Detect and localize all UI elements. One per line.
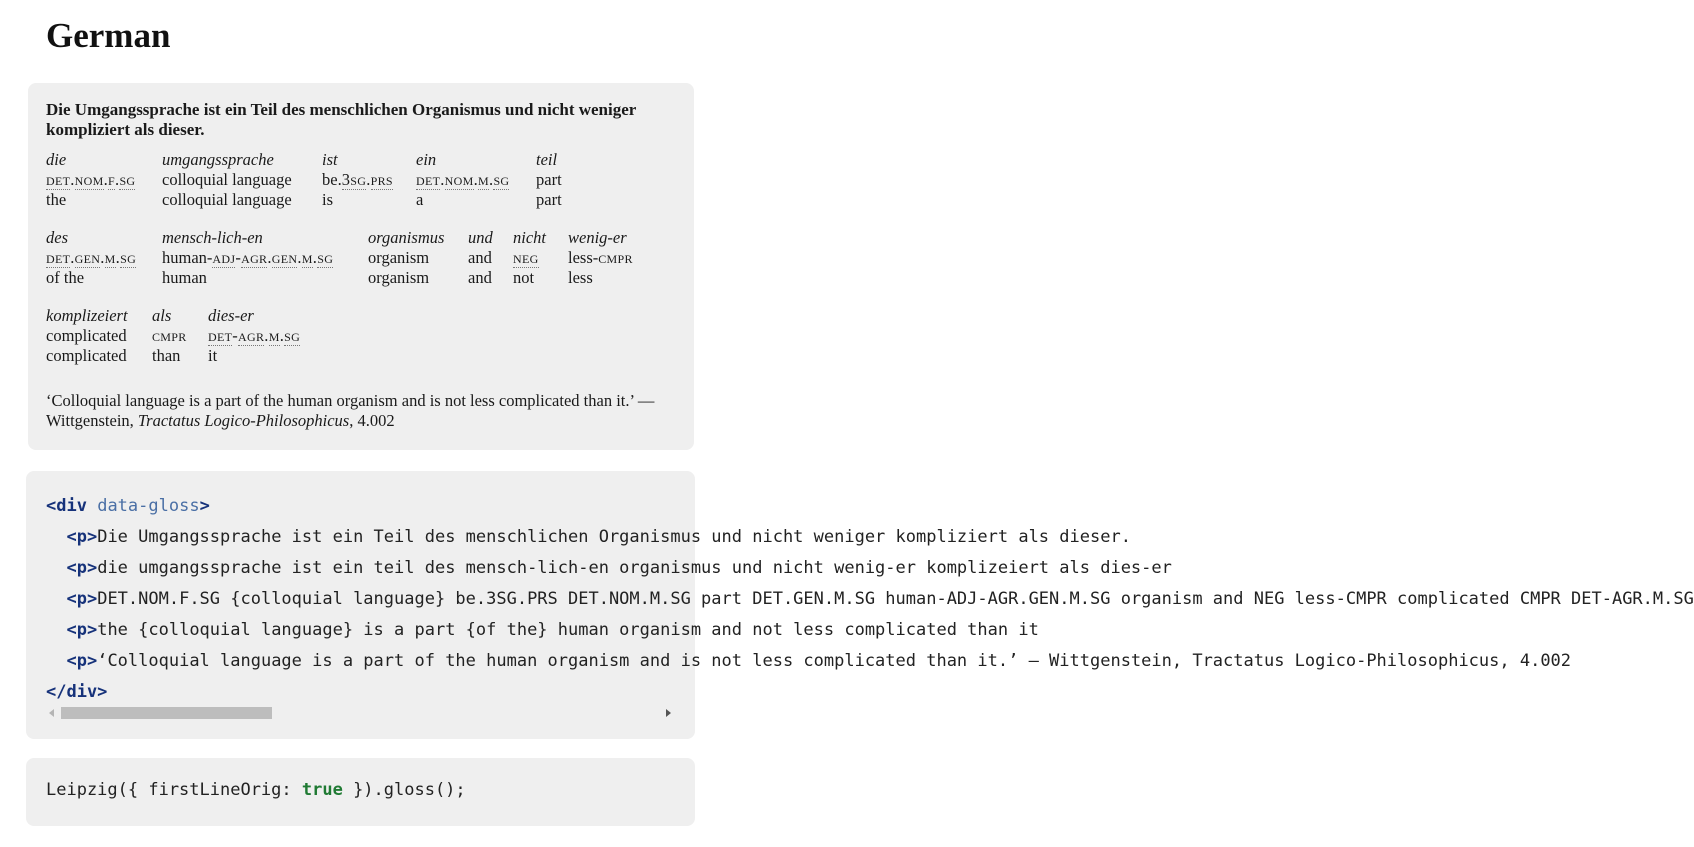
code-block-html[interactable] — [26, 471, 1694, 739]
free-translation: ‘Colloquial language is a part of the human organism and is not less complicated than it.’ — Wittgenstein, Tractatus Logico-Philosophicus, 4.002 — [46, 391, 655, 430]
gloss-text: part — [536, 170, 562, 189]
gloss-translation-word: the — [46, 190, 67, 209]
gloss-text: . — [297, 248, 302, 267]
gloss-morpheme-line — [152, 326, 187, 346]
scroll-right-arrow-icon[interactable] — [666, 709, 671, 717]
gloss-word: ist — [322, 150, 338, 169]
code-block-js — [26, 758, 695, 826]
gloss-translation-word: than — [152, 346, 181, 365]
gloss-translation-word: and — [468, 268, 492, 287]
code-line — [46, 522, 1131, 553]
code-text: the {colloquial language} is a part {of the} human organism and not less complicated than it — [97, 620, 1039, 640]
gloss-text: . — [115, 248, 121, 267]
gloss-word: des — [46, 228, 68, 247]
gloss-morpheme-line — [46, 170, 135, 190]
html-tag: <p> — [66, 558, 98, 578]
code-line — [46, 615, 1039, 646]
code-text: DET.NOM.F.SG {colloquial language} be.3SG.PRS DET.NOM.M.SG part DET.GEN.M.SG human-ADJ-AGR.GEN.M.SG organism and NEG less-CMPR complicated CMPR DET-AGR.M.SG — [97, 589, 1694, 609]
gloss-translation-word: not — [513, 268, 535, 287]
gloss-abbreviation: sg — [120, 248, 137, 267]
gloss-abbreviation: det — [208, 326, 233, 345]
gloss-abbreviation: m — [104, 248, 116, 267]
gloss-abbreviation: nom — [444, 170, 474, 189]
gloss-translation-word: it — [208, 346, 218, 365]
gloss-morpheme-line — [46, 326, 127, 346]
gloss-text: be. — [322, 170, 342, 189]
scrollbar-thumb[interactable] — [61, 707, 272, 719]
gloss-text: . — [264, 326, 269, 345]
code-text: die umgangssprache ist ein teil des mensch-lich-en organismus und nicht wenig-er komplizeiert als dies-er — [97, 558, 1172, 578]
gloss-abbreviation: neg — [513, 248, 539, 267]
gloss-text: cmpr — [152, 326, 187, 345]
gloss-morpheme-line — [536, 170, 562, 190]
gloss-word: organismus — [368, 228, 445, 247]
code-line — [46, 553, 1172, 584]
gloss-text: . — [279, 326, 285, 345]
gloss-abbreviation: sg — [317, 248, 334, 267]
code-line — [46, 646, 1572, 677]
gloss-translation-word: complicated — [46, 346, 127, 365]
gloss-morpheme-line — [162, 248, 333, 268]
html-tag: <p> — [66, 589, 98, 609]
code-line — [46, 584, 1694, 615]
gloss-abbreviation: sg — [284, 326, 301, 345]
gloss-word: ein — [416, 150, 437, 169]
code-content — [46, 491, 1694, 702]
work-title: Tractatus Logico-Philosophicus — [137, 411, 350, 430]
gloss-text: . — [115, 170, 120, 189]
gloss-text: - — [235, 248, 242, 267]
gloss-abbreviation: nom — [74, 170, 104, 189]
gloss-abbreviation: sg — [493, 170, 510, 189]
html-tag: <div — [46, 496, 87, 516]
gloss-translation-word: less — [568, 268, 593, 287]
gloss-abbreviation: gen — [271, 248, 298, 267]
gloss-translation-word: of the — [46, 268, 85, 287]
gloss-text: . — [473, 170, 479, 189]
html-tag: </div> — [46, 682, 108, 702]
gloss-text: . — [489, 170, 494, 189]
gloss-text: cmpr — [598, 248, 633, 267]
html-attribute: data-gloss — [97, 496, 200, 516]
gloss-abbreviation: f — [108, 170, 115, 189]
gloss-word: wenig-er — [568, 228, 627, 247]
gloss-word: und — [468, 228, 493, 247]
gloss-text: organism — [368, 248, 430, 267]
gloss-word: als — [152, 306, 172, 325]
gloss-translation-word: is — [322, 190, 334, 209]
gloss-morpheme-line — [568, 248, 633, 268]
gloss-abbreviation: agr — [241, 248, 268, 267]
code-text: Die Umgangssprache ist ein Teil des menschlichen Organismus und nicht weniger kompliziert als dieser. — [97, 527, 1131, 547]
gloss-example — [28, 83, 694, 450]
gloss-word: umgangssprache — [162, 150, 274, 169]
gloss-word: komplizeiert — [46, 306, 128, 325]
gloss-translation-word: a — [416, 190, 424, 209]
gloss-text: less- — [568, 248, 599, 267]
gloss-text: . — [440, 170, 445, 189]
scroll-left-arrow-icon[interactable] — [49, 709, 54, 717]
js-call: Leipzig({ firstLineOrig: true }).gloss(); — [46, 780, 466, 800]
gloss-morpheme-line — [46, 248, 136, 268]
original-sentence: Die Umgangssprache ist ein Teil des menschlichen Organismus und nicht weniger kompliziert als dieser. — [46, 100, 637, 139]
gloss-word: teil — [536, 150, 558, 169]
code-line — [46, 491, 678, 522]
gloss-text: . — [70, 248, 75, 267]
gloss-word: dies-er — [208, 306, 254, 325]
gloss-morpheme-line — [368, 248, 429, 268]
gloss-translation-word: colloquial language — [162, 190, 292, 209]
code-text: ‘Colloquial language is a part of the human organism and is not less complicated than it.’ — Wittgenstein, Tractatus Logico-Philosophicus, 4.002 — [97, 651, 1572, 671]
gloss-abbreviation: 3sg — [341, 170, 367, 189]
gloss-abbreviation: det — [416, 170, 441, 189]
gloss-abbreviation: det — [46, 248, 71, 267]
gloss-text: complicated — [46, 326, 127, 345]
gloss-text: . — [103, 170, 109, 189]
gloss-translation-word: part — [536, 190, 562, 209]
gloss-translation-word: human — [162, 268, 207, 287]
gloss-morpheme-line — [468, 248, 492, 268]
html-tag: <p> — [66, 620, 98, 640]
gloss-abbreviation: m — [268, 326, 280, 345]
gloss-morpheme-line — [322, 170, 393, 190]
gloss-translation-word: organism — [368, 268, 430, 287]
html-tag: <p> — [66, 651, 98, 671]
gloss-text: colloquial language — [162, 170, 292, 189]
gloss-abbreviation: m — [478, 170, 489, 189]
gloss-word: mensch-lich-en — [162, 228, 263, 247]
gloss-text: human- — [162, 248, 213, 267]
gloss-abbreviation: prs — [370, 170, 393, 189]
gloss-morpheme-line — [208, 326, 300, 346]
gloss-text: and — [468, 248, 492, 267]
html-tag: > — [199, 496, 210, 516]
gloss-abbreviation: adj — [212, 248, 236, 267]
code-line — [46, 677, 678, 708]
gloss-text: . — [366, 170, 371, 189]
gloss-abbreviation: m — [301, 248, 313, 267]
page-title: German — [46, 16, 171, 55]
gloss-morpheme-line — [513, 248, 539, 268]
gloss-morpheme-line — [416, 170, 509, 190]
gloss-word: die — [46, 150, 67, 169]
html-tag: <p> — [66, 527, 98, 547]
gloss-text: . — [100, 248, 105, 267]
gloss-abbreviation: gen — [74, 248, 101, 267]
gloss-morpheme-line — [162, 170, 292, 190]
gloss-abbreviation: agr — [238, 326, 265, 345]
gloss-text: . — [267, 248, 272, 267]
gloss-abbreviation: det — [46, 170, 71, 189]
gloss-text: . — [70, 170, 75, 189]
gloss-text: - — [232, 326, 239, 345]
gloss-abbreviation: sg — [119, 170, 136, 189]
gloss-word: nicht — [513, 228, 546, 247]
keyword-true: true — [301, 780, 343, 800]
gloss-text: . — [312, 248, 318, 267]
